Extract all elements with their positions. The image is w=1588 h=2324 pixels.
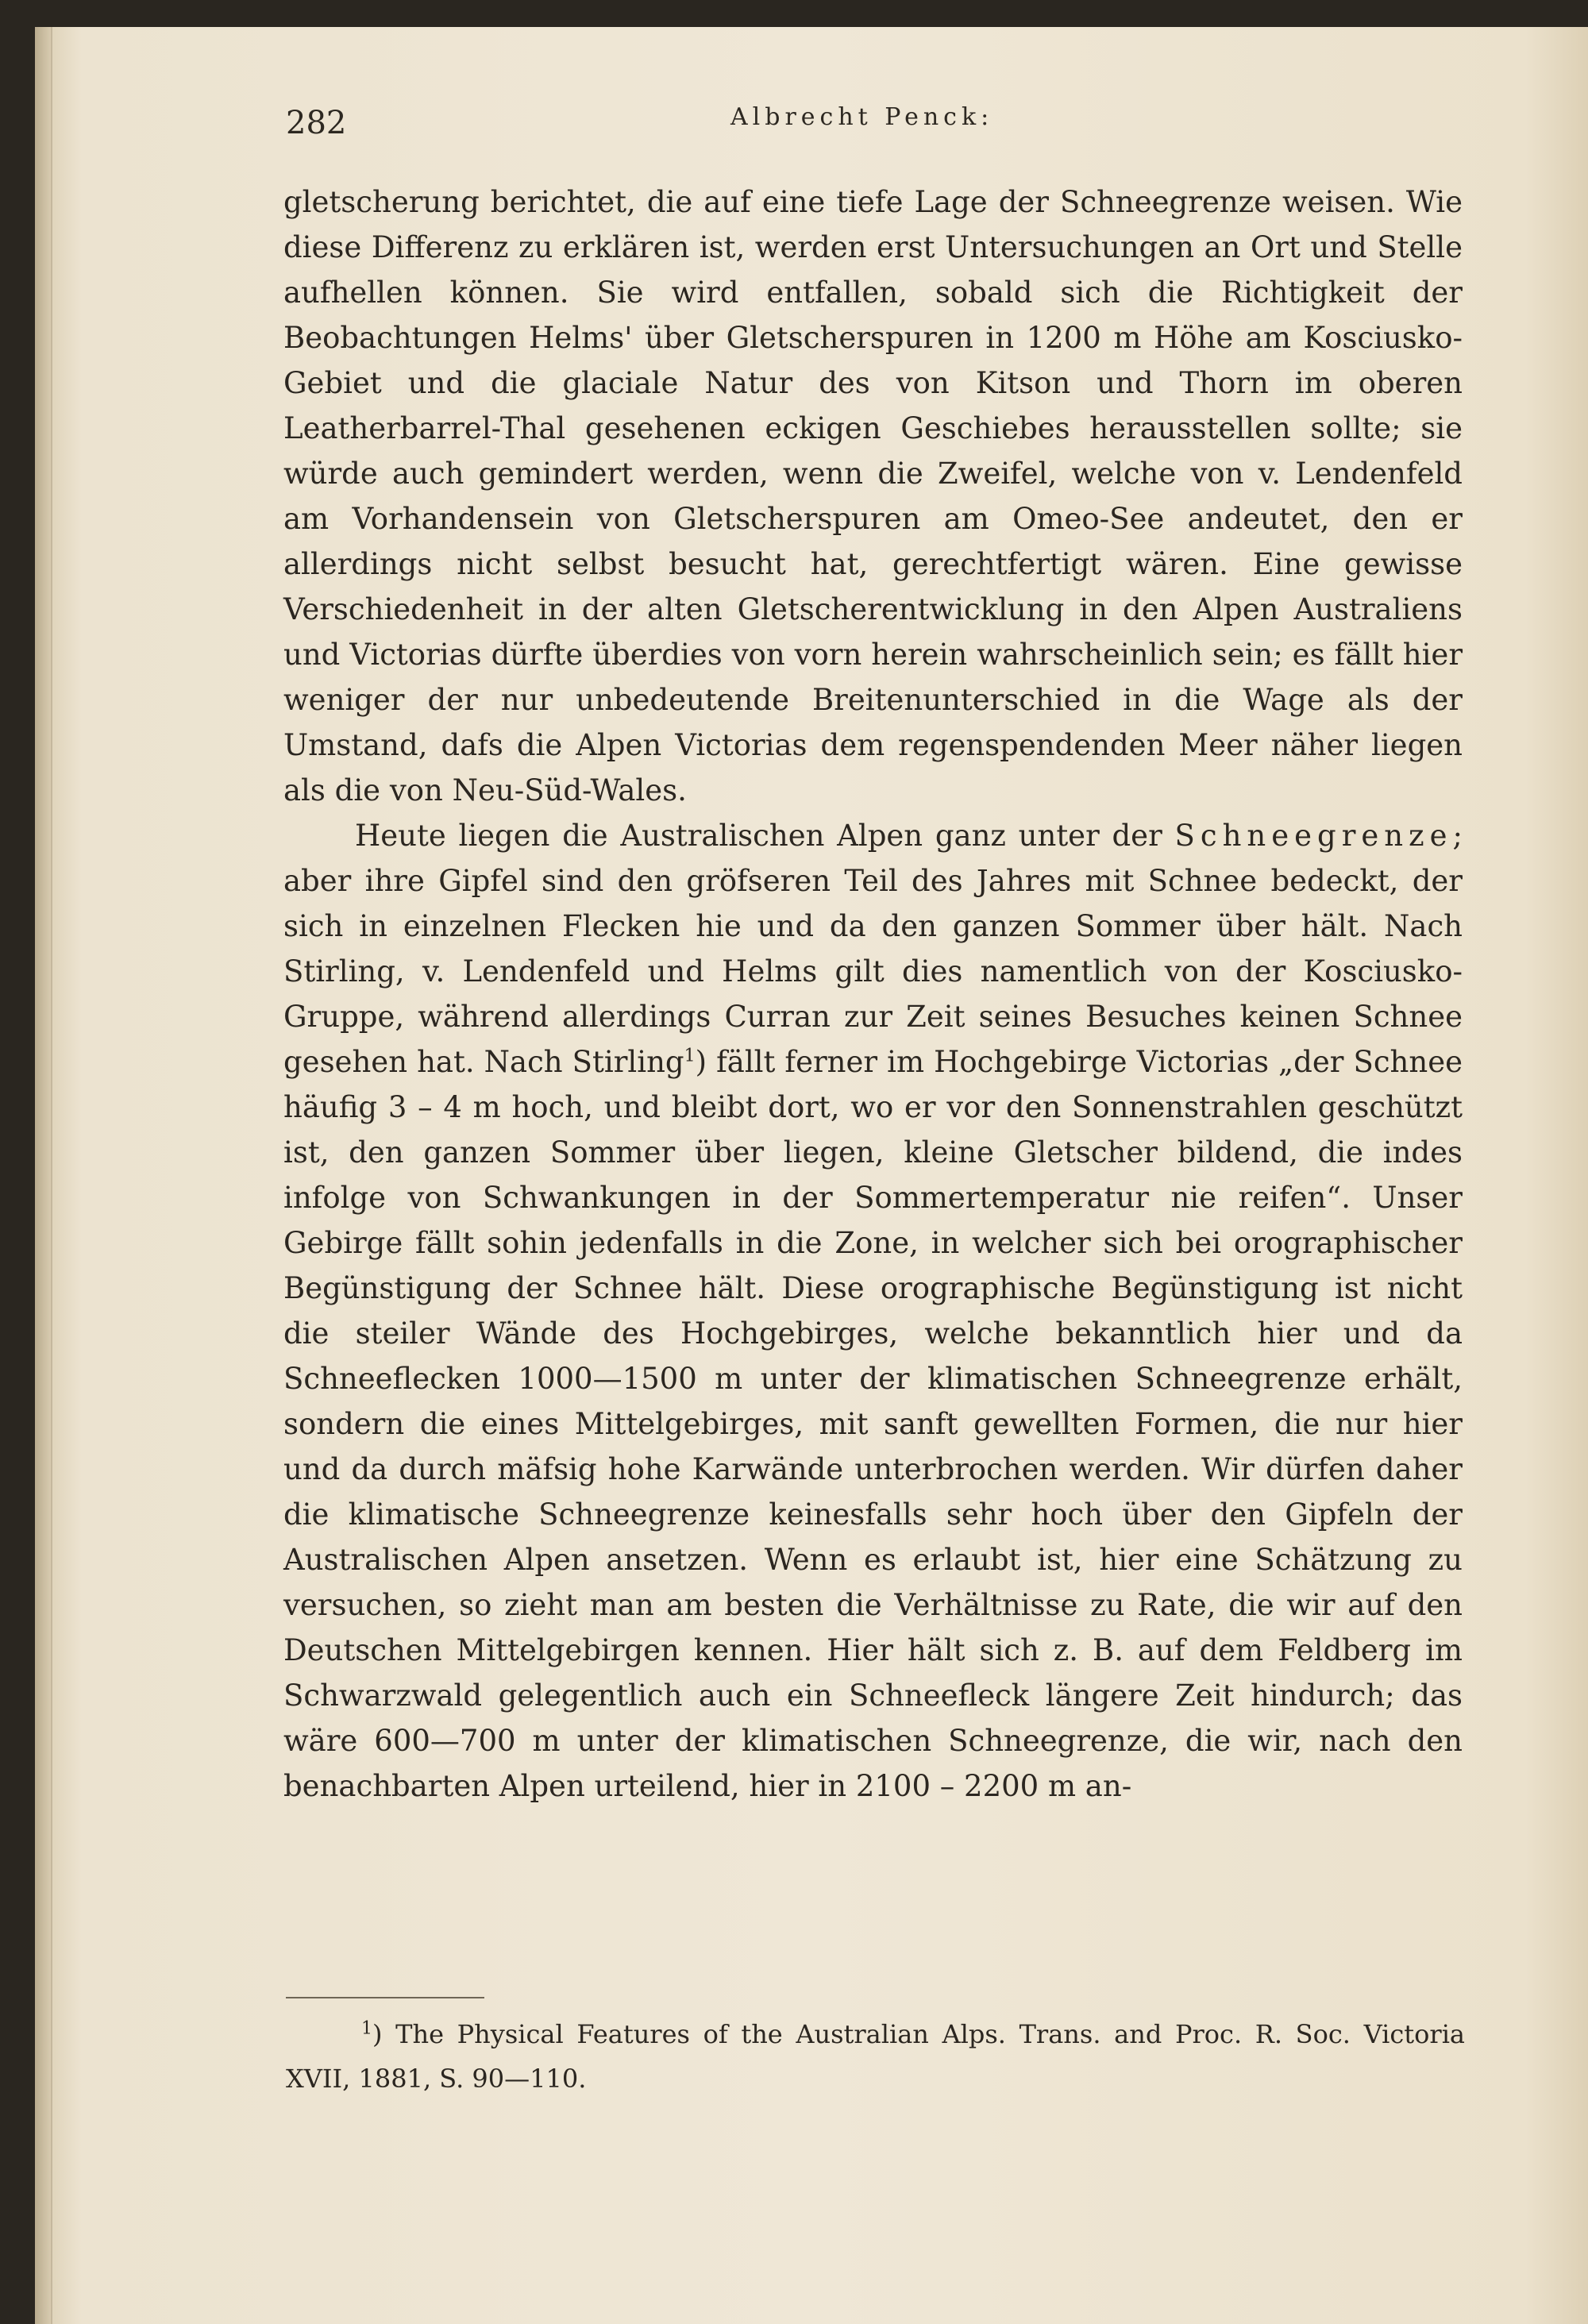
running-head: Albrecht Penck: — [730, 103, 994, 131]
page-number: 282 — [286, 105, 347, 141]
footnote-marker: 1 — [361, 2018, 372, 2039]
footnote-reference: 1 — [684, 1046, 696, 1066]
footnote — [286, 2012, 1465, 2101]
footnote-text: ) The Physical Features of the Australian Alps. Trans. and Proc. R. Soc. Victoria XVII, 1881, S. 90—110. — [286, 2019, 1465, 2094]
footnote-rule — [286, 1997, 484, 1998]
body-text — [283, 179, 1463, 1809]
paragraph-2-middle: ; aber ihre Gipfel sind den gröfseren Teil des Jahres mit Schnee bedeckt, der sich in einzelnen Flecken hie und da den ganzen Sommer über hält. Nach Stirling, v. Lendenfeld und Helms gilt dies namentlich von der Kosciusko-Gruppe, während allerdings Curran zur Zeit seines Besuches keinen Schnee gesehen hat. Nach Stirling — [283, 819, 1463, 1079]
page-edge — [35, 27, 51, 2324]
paragraph-2-end: ) fällt ferner im Hochgebirge Victorias „der Schnee häufig 3 – 4 m hoch, und bleibt dort, wo er vor den Sonnenstrahlen geschützt ist, den ganzen Sommer über liegen, kleine Gletscher bildend, die indes infolge von Schwankungen in der Sommertemperatur nie reifen“. Unser Gebirge fällt sohin jedenfalls in die Zone, in welcher sich bei orographischer Begünstigung der Schnee hält. Diese orographische Begünstigung ist nicht die steiler Wände des Hochgebirges, welche bekanntlich hier und da Schneeflecken 1000—1500 m unter der klimatischen Schneegrenze erhält, sondern die eines Mittelgebirges, mit sanft gewellten Formen, die nur hier und da durch mäfsig hohe Karwände unterbrochen werden. Wir dürfen daher die klimatische Schneegrenze keinesfalls sehr hoch über den Gipfeln der Australischen Alpen ansetzen. Wenn es erlaubt ist, hier eine Schätzung zu versuchen, so zieht man am besten die Verhältnisse zu Rate, die wir auf den Deutschen Mittelgebirgen kennen. Hier hält sich z. B. auf dem Feldberg im Schwarzwald gelegentlich auch ein Schneefleck längere Zeit hindurch; das wäre 600—700 m unter der klimatischen Schneegrenze, die wir, nach den benachbarten Alpen urteilend, hier in 2100 – 2200 m an- — [283, 1045, 1463, 1803]
footnote-paragraph — [286, 2012, 1465, 2101]
paragraph-1: gletscherung berichtet, die auf eine tiefe Lage der Schneegrenze weisen. Wie diese Differenz zu erklären ist, werden erst Untersuchungen an Ort und Stelle aufhellen können. Sie wird entfallen, sobald sich die Richtigkeit der Beobachtungen Helms' über Gletscherspuren in 1200 m Höhe am Kosciusko-Gebiet und die glaciale Natur des von Kitson und Thorn im oberen Leatherbarrel-Thal gesehenen eckigen Geschiebes herausstellen sollte; sie würde auch gemindert werden, wenn die Zweifel, welche von v. Lendenfeld am Vorhandensein von Gletscherspuren am Omeo-See andeutet, den er allerdings nicht selbst besucht hat, gerechtfertigt wären. Eine gewisse Verschiedenheit in der alten Gletscherentwicklung in den Alpen Australiens und Victorias dürfte überdies von vorn herein wahrscheinlich sein; es fällt hier weniger der nur unbedeutende Breitenunterschied in die Wage als der Umstand, dafs die Alpen Victorias dem regenspendenden Meer näher liegen als die von Neu-Süd-Wales. — [283, 185, 1463, 807]
spaced-term: Schneegrenze — [1174, 819, 1453, 853]
paragraph-2 — [283, 813, 1463, 1809]
paragraph-2-start: Heute liegen die Australischen Alpen ganz unter der — [355, 819, 1162, 853]
binding-shadow — [51, 27, 52, 2324]
